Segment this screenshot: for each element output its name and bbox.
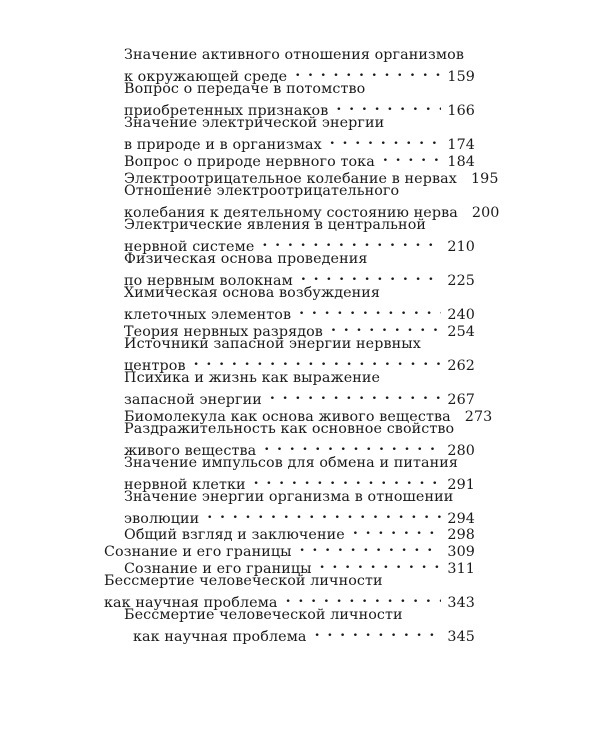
toc-entry [124, 421, 475, 459]
toc-entry [124, 404, 493, 425]
dot-leader [262, 234, 441, 251]
toc-page-number: 240 [447, 307, 475, 323]
toc-entry-title-line: Значение импульсов для обмена и питания [124, 455, 458, 471]
dot-leader [300, 539, 442, 556]
toc-entry-title-line: Бессмертие человеческой личности [124, 607, 403, 623]
toc-entry-title-line: как научная проблема [104, 595, 278, 611]
toc-page-number: 280 [447, 443, 475, 459]
toc-entry-title-line: живого вещества [124, 443, 257, 459]
toc-page-number: 254 [447, 324, 475, 340]
toc-page-number: 267 [447, 392, 475, 408]
toc-entry-title-line: в природе и в организмах [124, 137, 322, 153]
toc-entry-top-level [104, 539, 475, 560]
toc-entry-title-line: Отношение электроотрицательного [124, 183, 400, 199]
dot-leader [330, 132, 442, 149]
toc-entry-title-line: клеточных элементов [124, 307, 292, 323]
toc-entry-title-line: Бессмертие человеческой личности [104, 573, 383, 589]
toc-entry-title-line: запасной энергии [124, 392, 262, 408]
toc-entry [124, 370, 475, 408]
toc-page-number: 294 [447, 511, 475, 527]
toc-entry [124, 489, 475, 527]
dot-leader [207, 506, 441, 523]
toc-entry [124, 47, 475, 85]
toc-entry [124, 522, 475, 543]
toc-page-number: 298 [447, 527, 475, 543]
toc-entry [124, 285, 475, 323]
dot-leader [336, 98, 441, 115]
toc-entry [124, 115, 475, 153]
toc-entry-title-line: Сознание и его границы [124, 561, 312, 577]
toc-entry [124, 455, 475, 493]
toc-entry-title-line: Значение электрической энергии [124, 115, 385, 131]
toc-page-number: 309 [447, 544, 475, 560]
toc-page-number: 291 [447, 477, 475, 493]
toc-entry-title-line: Психика и жизнь как выражение [124, 370, 381, 386]
toc-entry [124, 166, 499, 187]
toc-entry-title-line: Общий взгляд и заключение [124, 527, 345, 543]
toc-entry [124, 556, 475, 577]
toc-entry-title-line: нервной клетки [124, 477, 246, 493]
toc-entry [124, 319, 475, 340]
toc-page-number: 225 [447, 273, 475, 289]
toc-entry-title-line: Сознание и его границы [104, 544, 292, 560]
toc-entry-title-line: к окружающей среде [124, 69, 288, 85]
toc-entry-title-line: центров [124, 358, 186, 374]
toc-entry [124, 336, 475, 374]
toc-entry [124, 149, 475, 170]
toc-entry [124, 81, 475, 119]
toc-entry-title-line: Физическая основа проведения [124, 251, 368, 267]
toc-entry-title-line: Вопрос о природе нервного тока [124, 154, 375, 170]
toc-page-number: 343 [447, 595, 475, 611]
toc-page-number: 311 [447, 561, 475, 577]
toc-entry [124, 251, 475, 289]
toc-entry-top-level [104, 573, 475, 611]
dot-leader [299, 302, 441, 319]
toc-entry-title-line: Значение активного отношения организмов [124, 47, 464, 63]
toc-entry-title-line: колебания к деятельному состоянию нерва [124, 205, 458, 221]
toc-entry [124, 607, 475, 645]
toc-entry-title-line: Источники запасной энергии нервных [124, 336, 421, 352]
dot-leader [264, 438, 441, 455]
toc-entry-title-line: как научная проблема [133, 629, 307, 645]
toc-entry-title-line: приобретенных признаков [124, 103, 329, 119]
toc-page-number: 174 [447, 137, 475, 153]
dot-leader [295, 64, 441, 81]
dot-leader [270, 387, 442, 404]
dot-leader [353, 522, 442, 539]
toc-entry-title-line: Теория нервных разрядов [124, 324, 323, 340]
toc-entry-title-line: Биомолекула как основа живого вещества [124, 409, 451, 425]
dot-leader [320, 556, 442, 573]
toc-entry-title-line: по нервным волокнам [124, 273, 293, 289]
toc-page-number: 159 [447, 69, 475, 85]
toc-entry [124, 183, 500, 221]
toc-page-number: 345 [447, 629, 475, 645]
dot-leader [331, 319, 441, 336]
toc-page-number: 166 [447, 103, 475, 119]
dot-leader [286, 590, 442, 607]
toc-entry-title-line: Вопрос о передаче в потомство [124, 81, 366, 97]
dot-leader [254, 472, 442, 489]
toc-entry-title-line: Значение энергии организма в отношении [124, 489, 454, 505]
toc-entry-title-line: эволюции [124, 511, 200, 527]
toc-entry-title-line: Электрические явления в центральной [124, 217, 427, 233]
dot-leader [383, 149, 442, 166]
toc-entry [124, 217, 475, 255]
toc-page-number: 184 [447, 154, 475, 170]
toc-entry-title-line: Химическая основа возбуждения [124, 285, 381, 301]
toc-page-number: 262 [447, 358, 475, 374]
toc-page-number: 195 [470, 171, 499, 187]
toc-entry-title-line: Раздражительность как основное свойство [124, 421, 455, 437]
dot-leader [301, 268, 442, 285]
dot-leader [194, 353, 442, 370]
toc-page-number: 273 [464, 409, 493, 425]
toc-entry-title-line: нервной системе [124, 239, 255, 255]
toc-page-number: 200 [471, 205, 500, 221]
toc-page-number: 210 [447, 239, 475, 255]
toc-entry-title-line: Электроотрицательное колебание в нервах [124, 171, 457, 187]
dot-leader [315, 624, 442, 641]
